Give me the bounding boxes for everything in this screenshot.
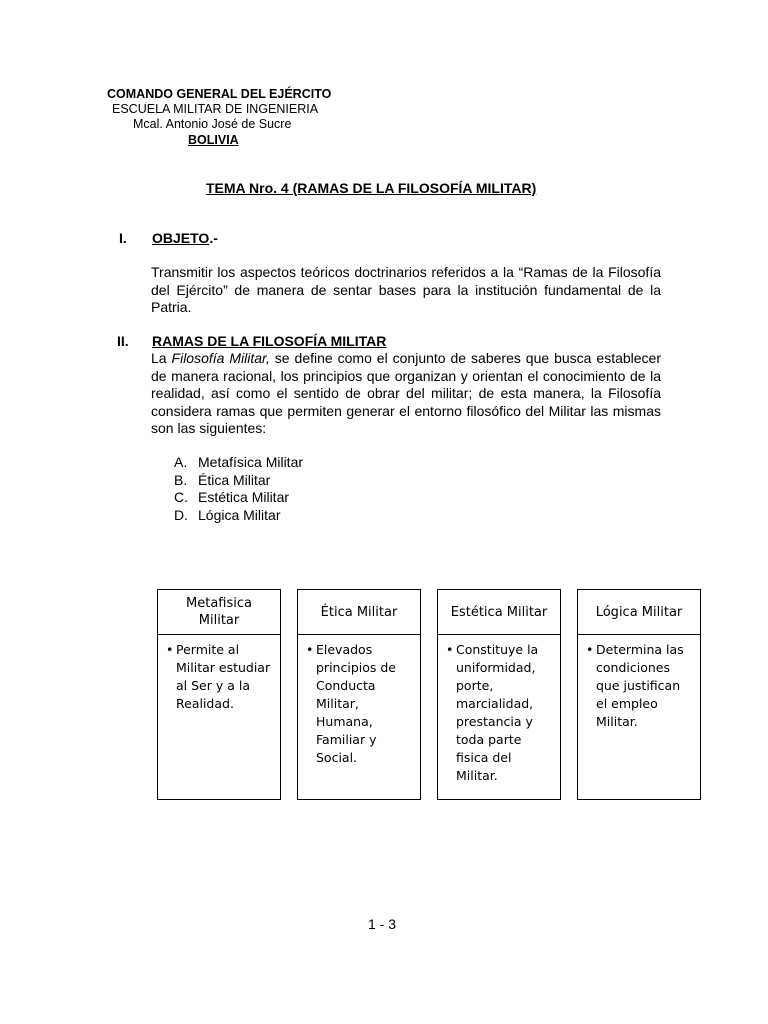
header-subtitle: Mcal. Antonio José de Sucre	[133, 117, 292, 131]
section-1-heading-text: OBJETO	[152, 230, 210, 246]
section-2-number: II.	[117, 333, 129, 349]
list-item: B. Ética Militar	[174, 471, 271, 488]
section-1-heading	[152, 230, 218, 246]
document-title: TEMA Nro. 4 (RAMAS DE LA FILOSOFÍA MILITAR)	[206, 180, 537, 196]
section-2-para-italic: Filosofía Militar,	[171, 350, 270, 366]
box-metafisica	[157, 589, 281, 800]
box-logica	[577, 589, 701, 800]
box-etica	[297, 589, 421, 800]
list-item: C. Estética Militar	[174, 489, 290, 505]
page-number: 1 - 3	[368, 916, 397, 932]
section-1-number: I.	[119, 230, 127, 246]
list-item: A. Metafísica Militar	[174, 454, 304, 470]
box-estetica	[437, 589, 561, 800]
box-title: Estética Militar	[438, 590, 560, 635]
header-school: ESCUELA MILITAR DE INGENIERIA	[112, 102, 319, 116]
list-item: D. Lógica Militar	[174, 506, 281, 523]
box-body: • Constituye la uniformidad, porte, marcialidad, prestancia y toda parte fisica del Militar.	[446, 642, 539, 783]
header-country: BOLIVIA	[188, 133, 239, 147]
bullet-icon: •	[446, 642, 454, 657]
box-title: Lógica Militar	[578, 590, 700, 635]
box-body: • Permite al Militar estudiar al Ser y a la Realidad.	[166, 642, 271, 711]
bullet-icon: •	[166, 642, 174, 657]
box-title: Metafisica Militar	[158, 590, 280, 635]
header-command: COMANDO GENERAL DEL EJÉRCITO	[107, 87, 332, 101]
section-2-para-prefix: La	[151, 350, 172, 366]
section-1-paragraph: Transmitir los aspectos teóricos doctrinarios referidos a la “Ramas de la Filosofía del Ejército” de manera de sentar bases para la institución fundamental de la Patria.	[151, 264, 661, 315]
box-title: Ética Militar	[298, 590, 420, 635]
section-2-heading: RAMAS DE LA FILOSOFÍA MILITAR	[152, 333, 387, 349]
bullet-icon: •	[586, 642, 594, 657]
box-body: • Elevados principios de Conducta Militar, Humana, Familiar y Social.	[306, 642, 396, 765]
section-2-paragraph	[151, 350, 661, 438]
section-2-para-rest: se define como el conjunto de saberes que busca establecer de manera racional, los principios que organizan y orientan el conocimiento de la realidad, así como el sentido de obrar del militar; de esta manera, la Filosofía considera ramas que permiten generar el entorno filosófico del Militar las mismas son las siguientes:	[151, 350, 662, 436]
box-body: • Determina las condiciones que justifican el empleo Militar.	[586, 642, 684, 729]
bullet-icon: •	[306, 642, 314, 657]
section-1-heading-suffix: .-	[209, 230, 218, 246]
branches-list	[174, 454, 303, 524]
